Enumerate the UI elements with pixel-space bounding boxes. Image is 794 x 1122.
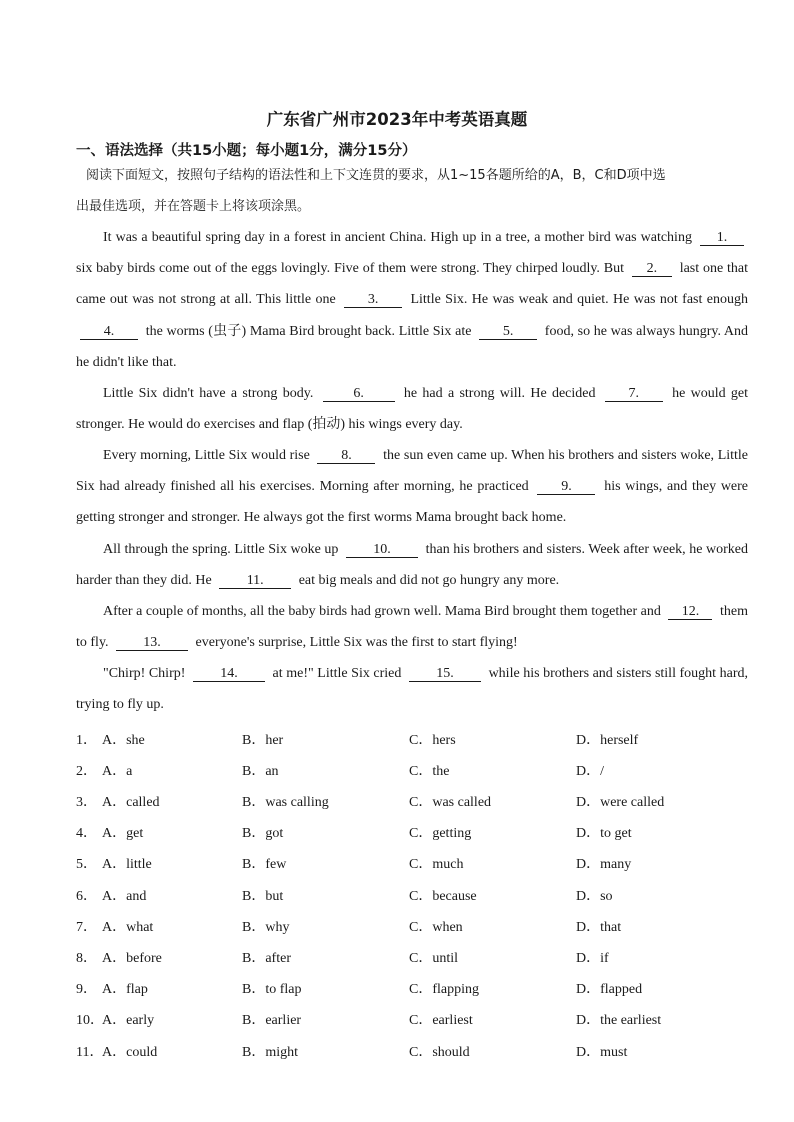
passage-text: Little Six. He was weak and quiet. He was not fast enough — [410, 292, 748, 308]
option-b[interactable]: B．few — [242, 857, 287, 872]
question-number: 10． — [76, 1013, 104, 1028]
option-c[interactable]: C．earliest — [409, 1013, 473, 1028]
question-options-row — [76, 1009, 756, 1029]
answer-blank: 1. — [700, 231, 744, 246]
passage-text: After a couple of months, all the baby birds had grown well. Mama Bird brought them together and — [103, 604, 661, 619]
option-c[interactable]: C．was called — [409, 795, 492, 810]
section-heading: 一、语法选择（共15小题；每小题1分，满分15分） — [76, 143, 417, 159]
option-a[interactable]: A．get — [102, 826, 144, 841]
option-c[interactable]: C．the — [409, 764, 450, 779]
answer-blank: 8. — [317, 449, 375, 464]
question-number: 5． — [76, 857, 97, 872]
answer-blank: 11. — [219, 574, 291, 589]
answer-blank: 4. — [80, 325, 138, 340]
document-title: 广东省广州市2023年中考英语真题 — [266, 110, 528, 129]
question-number: 7． — [76, 920, 97, 935]
question-number: 4． — [76, 826, 97, 841]
option-a[interactable]: A．could — [102, 1045, 158, 1060]
option-d[interactable]: D．must — [576, 1045, 628, 1060]
passage-text: All through the spring. Little Six woke up — [103, 542, 339, 557]
passage-text: food, so he was always hungry. And he didn't like that. — [76, 323, 748, 370]
passage-paragraph-6 — [76, 658, 748, 720]
option-d[interactable]: D．if — [576, 951, 609, 966]
option-d[interactable]: D．that — [576, 920, 622, 935]
answer-blank: 14. — [193, 667, 265, 682]
option-a[interactable]: A．flap — [102, 982, 148, 997]
option-c[interactable]: C．flapping — [409, 982, 479, 997]
answer-blank: 6. — [323, 387, 395, 402]
question-options-row — [76, 853, 756, 873]
question-options-row — [76, 916, 756, 936]
passage-paragraph-2 — [76, 378, 748, 440]
option-a[interactable]: A．she — [102, 733, 145, 748]
answer-blank: 3. — [344, 293, 402, 308]
question-options-row — [76, 978, 756, 998]
passage-text: six baby birds come out of the eggs lovingly. Five of them were strong. They chirped loudly. But — [76, 261, 624, 277]
passage-text: at me!" Little Six cried — [272, 666, 402, 681]
option-a[interactable]: A．and — [102, 889, 147, 904]
question-options-row — [76, 760, 756, 780]
question-number: 1． — [76, 733, 97, 748]
option-d[interactable]: D．flapped — [576, 982, 643, 997]
option-c[interactable]: C．until — [409, 951, 459, 966]
option-c[interactable]: C．should — [409, 1045, 470, 1060]
passage-text: his wings, and they were getting stronger and stronger. He always got the first worms Mama brought back home. — [76, 479, 749, 526]
answer-blank: 13. — [116, 636, 188, 651]
passage-text: everyone's surprise, Little Six was the first to start flying! — [195, 635, 518, 651]
question-options-row — [76, 1041, 756, 1061]
question-number: 11． — [76, 1045, 104, 1060]
answer-blank: 10. — [346, 543, 418, 558]
option-b[interactable]: B．earlier — [242, 1013, 302, 1028]
answer-blank: 9. — [537, 480, 595, 495]
question-options-row — [76, 947, 756, 967]
passage-text: Little Six didn't have a strong body. — [103, 386, 314, 401]
question-number: 2． — [76, 764, 97, 779]
option-b[interactable]: B．might — [242, 1045, 299, 1060]
option-b[interactable]: B．why — [242, 920, 290, 935]
question-options-row — [76, 791, 756, 811]
passage-text: eat big meals and did not go hungry any more. — [298, 573, 560, 589]
passage-text: the worms (虫子) Mama Bird brought back. Little Six ate — [145, 323, 472, 339]
option-c[interactable]: C．getting — [409, 826, 472, 841]
option-a[interactable]: A．what — [102, 920, 154, 935]
answer-blank: 5. — [479, 325, 537, 340]
question-options-row — [76, 822, 756, 842]
passage-text: last one that came out was not strong at all. This little one — [76, 261, 749, 308]
option-a[interactable]: A．early — [102, 1013, 155, 1028]
option-d[interactable]: D．the earliest — [576, 1013, 662, 1028]
instructions-line-2: 出最佳选项，并在答题卡上将该项涂黑。 — [76, 199, 311, 215]
passage-text: than his brothers and sisters. Week after week, he worked harder than they did. He — [76, 542, 749, 589]
passage-paragraph-3 — [76, 440, 748, 534]
passage-text: It was a beautiful spring day in a forest in ancient China. High up in a tree, a mother bird was watching — [103, 230, 692, 245]
option-c[interactable]: C．because — [409, 889, 477, 904]
answer-blank: 7. — [605, 387, 663, 402]
option-d[interactable]: D．were called — [576, 795, 665, 810]
passage-text: them to fly. — [76, 604, 748, 651]
passage-text: the sun even came up. When his brothers and sisters woke, Little Six had already finished all his exercises. Morning after morning, he practiced — [76, 448, 749, 495]
option-d[interactable]: D．to get — [576, 826, 632, 841]
option-c[interactable]: C．much — [409, 857, 464, 872]
option-d[interactable]: D．/ — [576, 764, 604, 779]
option-b[interactable]: B．got — [242, 826, 284, 841]
option-a[interactable]: A．little — [102, 857, 152, 872]
option-d[interactable]: D．herself — [576, 733, 639, 748]
question-number: 3． — [76, 795, 97, 810]
answer-blank: 15. — [409, 667, 481, 682]
option-b[interactable]: B．after — [242, 951, 291, 966]
option-b[interactable]: B．but — [242, 889, 284, 904]
option-a[interactable]: A．called — [102, 795, 160, 810]
passage-paragraph-5 — [76, 596, 748, 658]
passage-paragraph-4 — [76, 534, 748, 596]
question-number: 8． — [76, 951, 97, 966]
answer-blank: 12. — [668, 605, 712, 620]
option-c[interactable]: C．hers — [409, 733, 456, 748]
option-a[interactable]: A．before — [102, 951, 162, 966]
question-options-row — [76, 729, 756, 749]
instructions — [76, 160, 748, 222]
option-a[interactable]: A．a — [102, 764, 133, 779]
option-b[interactable]: B．her — [242, 733, 284, 748]
option-b[interactable]: B．to flap — [242, 982, 302, 997]
option-c[interactable]: C．when — [409, 920, 463, 935]
option-b[interactable]: B．an — [242, 764, 279, 779]
answer-blank: 2. — [632, 262, 672, 277]
instructions-line-1: 阅读下面短文，按照句子结构的语法性和上下文连贯的要求，从1~15各题所给的A，B，C和D项中选 — [86, 168, 666, 183]
question-number: 6． — [76, 889, 97, 904]
passage-text: he would get stronger. He would do exercises and flap (拍动) his wings every day. — [76, 386, 748, 433]
passage-text: he had a strong will. He decided — [403, 386, 596, 401]
option-d[interactable]: D．many — [576, 857, 632, 872]
question-number: 9． — [76, 982, 97, 997]
passage-text: "Chirp! Chirp! — [103, 666, 186, 681]
option-d[interactable]: D．so — [576, 889, 613, 904]
passage-paragraph-1 — [76, 222, 748, 378]
passage-text: Every morning, Little Six would rise — [103, 448, 310, 463]
question-options-row — [76, 885, 756, 905]
option-b[interactable]: B．was calling — [242, 795, 329, 810]
passage-text: while his brothers and sisters still fought hard, trying to fly up. — [76, 666, 749, 713]
